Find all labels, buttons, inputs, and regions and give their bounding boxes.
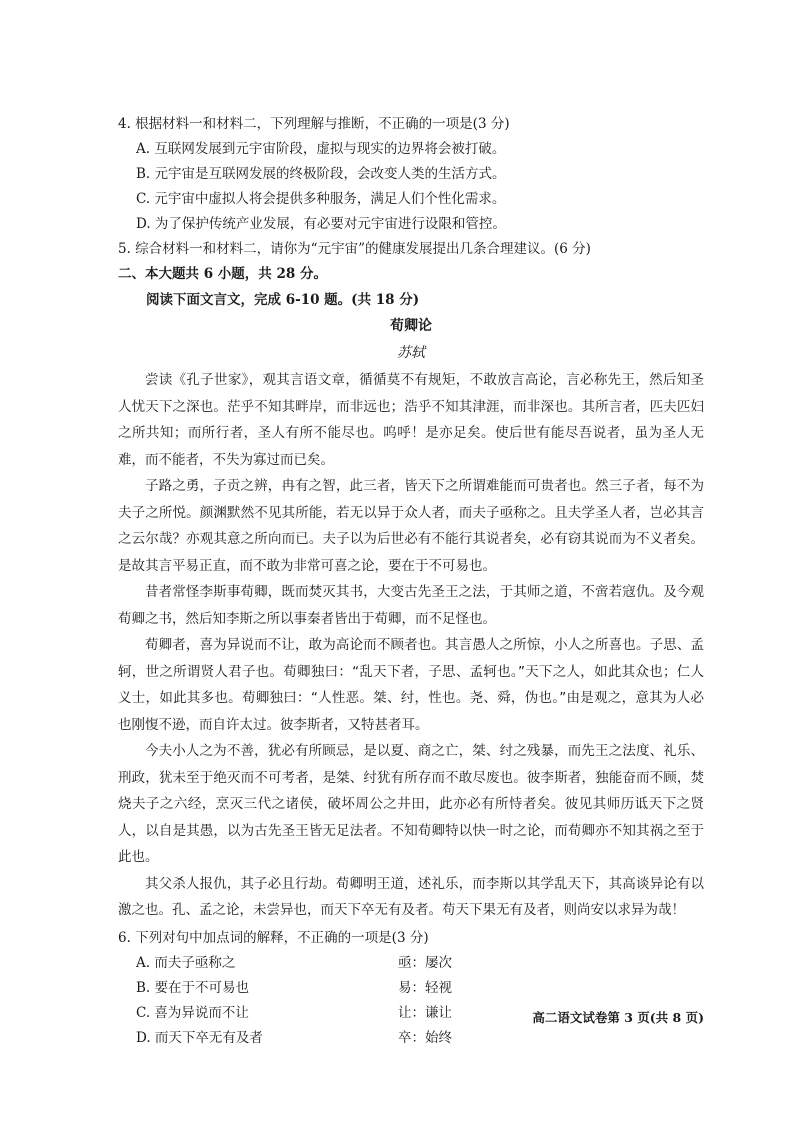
question-6-option-d — [136, 1026, 704, 1051]
exam-page — [118, 112, 704, 1051]
essay-title: 荀卿论 — [390, 318, 432, 334]
page-footer: 高二语文试卷第 3 页(共 8 页) — [532, 1010, 704, 1025]
question-4-option-a: A. 互联网发展到元宇宙阶段，虚拟与现实的边界将会被打破。 — [136, 141, 506, 157]
essay-paragraph-3: 昔者常怪李斯事荀卿，既而焚灭其书，大变古先圣王之法，于其师之道，不啻若寇仇。及今观荀卿之书，然后知李斯之所以事秦者皆出于荀卿，而不足怪也。 — [118, 584, 704, 627]
essay-paragraph-5: 今夫小人之为不善，犹必有所顾忌，是以夏、商之亡，桀、纣之残暴，而先王之法度、礼乐、刑政，犹未至于绝灭而不可考者，是桀、纣犹有所存而不敢尽废也。彼李斯者，独能奋而不顾，焚烧夫子之六经，烹灭三代之诸侯，破坏周公之井田，此亦必有所恃者矣。彼见其师历诋天下之贤人，以自是其愚，以为古先圣王皆无足法者。不知荀卿特以快一时之论，而荀卿亦不知其祸之至于此也。 — [118, 743, 704, 865]
question-6-option-b — [136, 976, 704, 1001]
question-6-options — [136, 951, 704, 1051]
option-gloss: 让：谦让 — [398, 1004, 452, 1021]
question-4-stem: 4. 根据材料一和材料二，下列理解与推断，不正确的一项是(3 分) — [118, 116, 510, 132]
question-4-option-b: B. 元宇宙是互联网发展的终极阶段，会改变人类的生活方式。 — [136, 166, 506, 182]
essay-paragraph-2: 子路之勇，子贡之辨，冉有之智，此三者，皆天下之所谓难能而可贵者也。然三子者，每不为夫子之所悦。颜渊默然不见其所能，若无以异于众人者，而夫子亟称之。且夫学圣人者，岂必其言之云尔哉？亦观其意之所向而已。夫子以为后世必有不能行其说者矣，必有窃其说而为不义者矣。是故其言平易正直，而不敢为非常可喜之论，要在于不可易也。 — [118, 478, 704, 574]
essay-paragraph-4: 荀卿者，喜为异说而不让，敢为高论而不顾者也。其言愚人之所惊，小人之所喜也。子思、孟轲，世之所谓贤人君子也。荀卿独曰：“乱天下者，子思、孟轲也。”天下之人，如此其众也；仁人义士，如此其多也。荀卿独曰：“人性恶。桀、纣，性也。尧、舜，伪也。”由是观之，意其为人必也刚愎不逊，而自许太过。彼李斯者，又特甚者耳。 — [118, 637, 704, 733]
option-gloss: 卒：始终 — [398, 1029, 452, 1046]
essay-author: 苏轼 — [397, 345, 425, 361]
option-sentence: A. 而夫子亟称之 — [136, 954, 236, 971]
section-2-intro: 阅读下面文言文，完成 6-10 题。(共 18 分) — [146, 292, 420, 308]
question-6-stem: 6. 下列对句中加点词的解释，不正确的一项是(3 分) — [118, 929, 429, 946]
question-5-stem: 5. 综合材料一和材料二，请你为“元宇宙”的健康发展提出几条合理建议。(6 分) — [118, 241, 591, 257]
question-6-option-a — [136, 951, 704, 976]
option-gloss: 易：轻视 — [398, 979, 452, 996]
question-4-option-c: C. 元宇宙中虚拟人将会提供多种服务，满足人们个性化需求。 — [136, 191, 506, 207]
option-gloss: 亟：屡次 — [398, 954, 452, 971]
option-sentence: C. 喜为异说而不让 — [136, 1004, 249, 1021]
essay-paragraph-1: 尝读《孔子世家》，观其言语文章，循循莫不有规矩，不敢放言高论，言必称先王，然后知圣人忧天下之深也。茫乎不知其畔岸，而非远也；浩乎不知其津涯，而非深也。其所言者，匹夫匹妇之所共知；而所行者，圣人有所不能尽也。呜呼！是亦足矣。使后世有能尽吾说者，虽为圣人无难，而不能者，不失为寡过而已矣。 — [118, 372, 704, 468]
essay-paragraph-6: 其父杀人报仇，其子必且行劫。荀卿明王道，述礼乐，而李斯以其学乱天下，其高谈异论有以激之也。孔、孟之论，未尝异也，而天下卒无有及者。苟天下果无有及者，则尚安以求异为哉！ — [118, 875, 704, 918]
section-2-heading: 二、本大题共 6 小题，共 28 分。 — [118, 266, 327, 282]
question-4-option-d: D. 为了保护传统产业发展，有必要对元宇宙进行设限和管控。 — [136, 216, 506, 232]
option-sentence: D. 而天下卒无有及者 — [136, 1029, 263, 1046]
option-sentence: B. 要在于不可易也 — [136, 979, 250, 996]
